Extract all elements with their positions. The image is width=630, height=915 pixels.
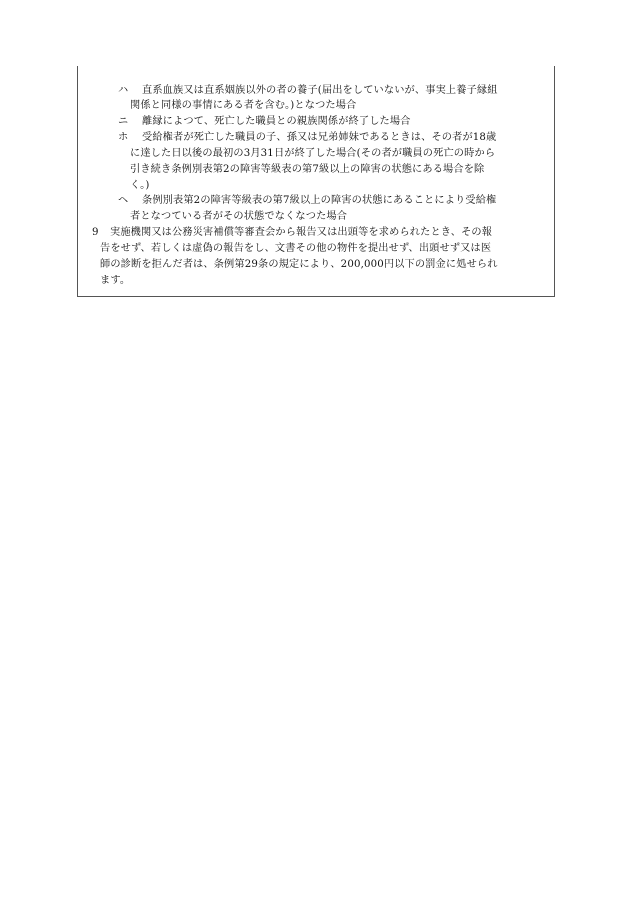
item-ho-line-4: く。) xyxy=(130,180,150,191)
item-ho-marker: ホ xyxy=(118,132,129,143)
item-9-number: 9 xyxy=(92,227,99,238)
item-ha-marker: ハ xyxy=(118,85,129,96)
item-9-line-4: ます。 xyxy=(100,275,131,286)
item-9-line-3: 師の診断を拒んだ者は、条例第29条の規定により、200,000円以下の罰金に処せられ xyxy=(100,259,498,270)
item-ha-line-2: 関係と同様の事情にある者を含む。)となつた場合 xyxy=(130,100,357,111)
item-9-line-1: 実施機関又は公務災害補償等審査会から報告又は出頭等を求められたとき、その報 xyxy=(110,227,493,238)
item-ho-line-1: 受給権者が死亡した職員の子、孫又は兄弟姉妹であるときは、その者が18歳 xyxy=(142,132,497,143)
item-ni-marker: ニ xyxy=(118,116,129,127)
item-9-line-2: 告をせず、若しくは虚偽の報告をし、文書その他の物件を提出せず、出頭せず又は医 xyxy=(100,243,492,254)
item-he-line-2: 者となつている者がその状態でなくなつた場合 xyxy=(130,211,348,222)
item-he-line-1: 条例別表第2の障害等級表の第7級以上の障害の状態にあることにより受給権 xyxy=(142,195,497,206)
item-he-marker: ヘ xyxy=(118,195,129,206)
item-ni-line-1: 離縁によつて、死亡した職員との親族関係が終了した場合 xyxy=(142,116,411,127)
item-ho-line-3: 引き続き条例別表第2の障害等級表の第7級以上の障害の状態にある場合を除 xyxy=(130,164,485,175)
item-ho-line-2: に達した日以後の最初の3月31日が終了した場合(その者が職員の死亡の時から xyxy=(130,148,496,159)
item-ha-line-1: 直系血族又は直系姻族以外の者の養子(届出をしていないが、事実上養子縁組 xyxy=(142,85,498,96)
